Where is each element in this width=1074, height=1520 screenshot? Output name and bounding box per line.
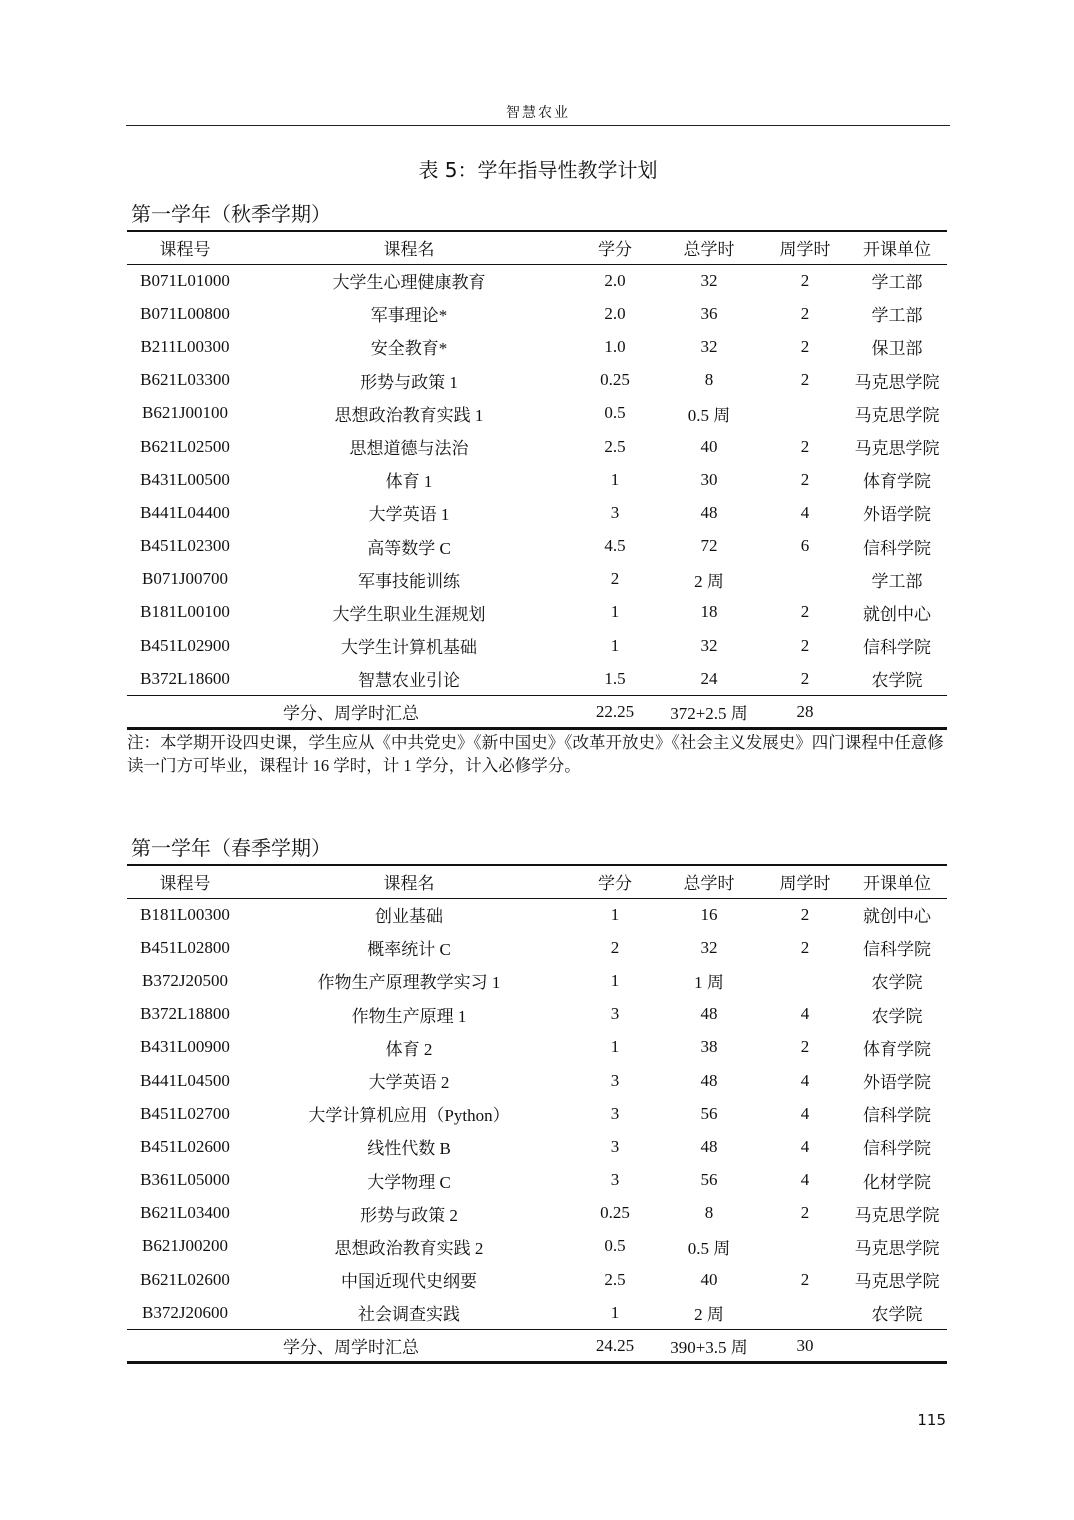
course-name-cell: 大学英语 1 <box>368 505 450 525</box>
total-hours-cell: 72 <box>700 536 718 556</box>
table-header-row <box>127 865 947 898</box>
course-code-cell: B621J00100 <box>142 403 228 423</box>
column-header-credits: 学分 <box>598 240 632 260</box>
course-name-cell: 大学生心理健康教育 <box>332 273 486 293</box>
weekly-hours-cell: 2 <box>800 635 810 655</box>
course-name-cell: 大学计算机应用（Python） <box>308 1106 510 1126</box>
column-header-weekly-hours: 周学时 <box>779 874 831 894</box>
department-cell: 就创中心 <box>863 907 931 927</box>
credits-cell: 1 <box>610 635 620 655</box>
total-hours-cell: 30 <box>700 469 718 489</box>
weekly-hours-cell: 4 <box>800 1170 810 1190</box>
column-header-course-name: 课程名 <box>383 240 435 260</box>
department-cell: 农学院 <box>871 1006 923 1026</box>
page-number: 115 <box>917 1411 946 1429</box>
weekly-hours-cell: 4 <box>800 502 810 522</box>
total-hours-cell: 8 <box>704 1203 714 1223</box>
total-hours-cell: 56 <box>700 1103 718 1123</box>
total-hours-cell: 40 <box>700 436 718 456</box>
department-cell: 学工部 <box>871 273 923 293</box>
total-hours-cell: 56 <box>700 1170 718 1190</box>
department-cell: 体育学院 <box>863 1039 931 1059</box>
credits-cell: 3 <box>610 1004 620 1024</box>
course-name-cell: 思想道德与法治 <box>349 439 469 459</box>
total-hours-cell: 38 <box>700 1037 718 1057</box>
weekly-hours-cell: 2 <box>800 904 810 924</box>
course-name-cell: 形势与政策 2 <box>360 1205 458 1225</box>
total-weekly-hours: 30 <box>796 1335 814 1355</box>
course-code-cell: B621L03400 <box>140 1203 230 1223</box>
weekly-hours-cell: 4 <box>800 1103 810 1123</box>
course-code-cell: B372L18800 <box>140 1004 230 1024</box>
course-code-cell: B181L00100 <box>140 602 230 622</box>
course-code-cell: B372J20500 <box>142 970 228 990</box>
department-cell: 马克思学院 <box>854 1205 940 1225</box>
table-row <box>127 1296 947 1329</box>
department-cell: 马克思学院 <box>854 372 940 392</box>
department-cell: 化材学院 <box>863 1172 931 1192</box>
course-name-cell: 大学英语 2 <box>368 1073 450 1093</box>
spring-total-row <box>127 1329 947 1362</box>
column-header-department: 开课单位 <box>863 874 931 894</box>
credits-cell: 1 <box>610 904 620 924</box>
course-code-cell: B372J20600 <box>142 1302 228 1322</box>
course-code-cell: B451L02700 <box>140 1103 230 1123</box>
table-row <box>127 1197 947 1230</box>
total-hours-cell: 32 <box>700 336 718 356</box>
credits-cell: 1.0 <box>604 336 626 356</box>
table-row <box>127 563 947 596</box>
course-code-cell: B451L02800 <box>140 937 230 957</box>
table-row <box>127 397 947 430</box>
table-row <box>127 898 947 931</box>
weekly-hours-cell: 2 <box>800 469 810 489</box>
course-code-cell: B621L03300 <box>140 370 230 390</box>
department-cell: 农学院 <box>871 671 923 691</box>
total-weekly-hours: 28 <box>796 701 814 721</box>
weekly-hours-cell: 6 <box>800 536 810 556</box>
department-cell: 马克思学院 <box>854 1238 940 1258</box>
total-hours-cell: 32 <box>700 937 718 957</box>
weekly-hours-cell: 4 <box>800 1136 810 1156</box>
weekly-hours-cell: 2 <box>800 1037 810 1057</box>
course-name-cell: 概率统计 C <box>367 940 451 960</box>
total-hours-cell: 2 周 <box>694 571 724 591</box>
course-name-cell: 智慧农业引论 <box>358 671 460 691</box>
table-row <box>127 1164 947 1197</box>
department-cell: 外语学院 <box>863 505 931 525</box>
spring-course-table <box>127 864 947 1364</box>
course-name-cell: 思想政治教育实践 2 <box>334 1238 484 1258</box>
weekly-hours-cell <box>763 1230 847 1263</box>
credits-cell: 3 <box>610 1136 620 1156</box>
table-row <box>127 998 947 1031</box>
table-row <box>127 496 947 529</box>
department-cell: 保卫部 <box>871 339 923 359</box>
credits-cell: 2 <box>610 937 620 957</box>
table-row <box>127 1097 947 1130</box>
weekly-hours-cell: 4 <box>800 1070 810 1090</box>
course-name-cell: 大学物理 C <box>367 1172 451 1192</box>
table-row <box>127 662 947 695</box>
column-header-course-code: 课程号 <box>159 874 211 894</box>
course-code-cell: B621L02600 <box>140 1269 230 1289</box>
course-code-cell: B441L04400 <box>140 502 230 522</box>
course-name-cell: 创业基础 <box>375 907 443 927</box>
weekly-hours-cell: 2 <box>800 370 810 390</box>
credits-cell: 1 <box>610 970 620 990</box>
table-row <box>127 530 947 563</box>
department-cell: 信科学院 <box>863 538 931 558</box>
table-row <box>127 931 947 964</box>
autumn-total-row <box>127 695 947 728</box>
course-name-cell: 作物生产原理 1 <box>351 1006 467 1026</box>
total-hours-cell: 48 <box>700 1136 718 1156</box>
table-row <box>127 1031 947 1064</box>
credits-cell: 3 <box>610 1070 620 1090</box>
total-hours-cell: 32 <box>700 270 718 290</box>
weekly-hours-cell <box>763 1296 847 1329</box>
weekly-hours-cell: 2 <box>800 937 810 957</box>
total-label: 学分、周学时汇总 <box>283 1338 419 1358</box>
department-cell: 信科学院 <box>863 940 931 960</box>
credits-cell: 1 <box>610 1037 620 1057</box>
course-code-cell: B451L02300 <box>140 536 230 556</box>
total-hours: 390+3.5 周 <box>670 1338 748 1358</box>
column-header-weekly-hours: 周学时 <box>779 240 831 260</box>
total-hours-cell: 48 <box>700 1004 718 1024</box>
credits-cell: 1 <box>610 602 620 622</box>
credits-cell: 1 <box>610 1302 620 1322</box>
table-row <box>127 1130 947 1163</box>
column-header-credits: 学分 <box>598 874 632 894</box>
course-code-cell: B211L00300 <box>140 336 230 356</box>
total-credits: 24.25 <box>595 1335 635 1355</box>
course-code-cell: B071J00700 <box>142 569 228 589</box>
credits-cell: 2.5 <box>604 1269 626 1289</box>
department-cell: 马克思学院 <box>854 439 940 459</box>
credits-cell: 0.25 <box>600 370 630 390</box>
weekly-hours-cell <box>763 563 847 596</box>
course-name-cell: 安全教育* <box>370 339 448 359</box>
table-row <box>127 364 947 397</box>
course-name-cell: 体育 2 <box>385 1039 433 1059</box>
total-hours-cell: 2 周 <box>694 1305 724 1325</box>
weekly-hours-cell: 2 <box>800 668 810 688</box>
table-row <box>127 463 947 496</box>
table-row <box>127 330 947 363</box>
total-credits: 22.25 <box>595 701 635 721</box>
total-label: 学分、周学时汇总 <box>283 704 419 724</box>
weekly-hours-cell: 2 <box>800 436 810 456</box>
total-hours-cell: 1 周 <box>694 973 724 993</box>
weekly-hours-cell <box>763 964 847 997</box>
weekly-hours-cell: 2 <box>800 1203 810 1223</box>
total-hours-cell: 18 <box>700 602 718 622</box>
weekly-hours-cell <box>763 397 847 430</box>
autumn-section-title: 第一学年（秋季学期） <box>131 202 331 226</box>
weekly-hours-cell: 2 <box>800 303 810 323</box>
credits-cell: 2.5 <box>604 436 626 456</box>
autumn-note: 注：本学期开设四史课，学生应从《中共党史》《新中国史》《改革开放史》《社会主义发展史》四门课程中任意修读一门方可毕业，课程计 16 学时，计 1 学分，计入必修学分。 <box>127 733 944 775</box>
credits-cell: 3 <box>610 502 620 522</box>
total-hours-cell: 0.5 周 <box>687 1238 731 1258</box>
course-code-cell: B441L04500 <box>140 1070 230 1090</box>
department-cell: 信科学院 <box>863 1106 931 1126</box>
course-code-cell: B071L00800 <box>140 303 230 323</box>
course-name-cell: 体育 1 <box>385 472 433 492</box>
spring-section-title: 第一学年（春季学期） <box>131 836 331 860</box>
credits-cell: 2.0 <box>604 303 626 323</box>
department-cell: 学工部 <box>871 306 923 326</box>
credits-cell: 4.5 <box>604 536 626 556</box>
course-name-cell: 形势与政策 1 <box>360 372 458 392</box>
course-code-cell: B431L00900 <box>140 1037 230 1057</box>
table-header-row <box>127 231 947 264</box>
weekly-hours-cell: 2 <box>800 1269 810 1289</box>
total-empty-cell <box>847 695 947 728</box>
credits-cell: 3 <box>610 1170 620 1190</box>
course-code-cell: B431L00500 <box>140 469 230 489</box>
department-cell: 马克思学院 <box>854 1272 940 1292</box>
autumn-course-table <box>127 230 947 730</box>
course-code-cell: B372L18600 <box>140 668 230 688</box>
department-cell: 就创中心 <box>863 604 931 624</box>
department-cell: 农学院 <box>871 973 923 993</box>
department-cell: 农学院 <box>871 1305 923 1325</box>
total-hours-cell: 48 <box>700 1070 718 1090</box>
total-hours-cell: 24 <box>700 668 718 688</box>
credits-cell: 0.5 <box>604 403 626 423</box>
total-hours-cell: 36 <box>700 303 718 323</box>
weekly-hours-cell: 2 <box>800 336 810 356</box>
course-code-cell: B621J00200 <box>142 1236 228 1256</box>
total-hours-cell: 48 <box>700 502 718 522</box>
course-name-cell: 军事理论* <box>370 306 448 326</box>
column-header-total-hours: 总学时 <box>683 240 735 260</box>
running-head: 智慧农业 <box>506 106 570 121</box>
credits-cell: 0.25 <box>600 1203 630 1223</box>
course-name-cell: 中国近现代史纲要 <box>341 1272 477 1292</box>
table-row <box>127 1064 947 1097</box>
course-name-cell: 大学生计算机基础 <box>341 638 477 658</box>
total-hours-cell: 32 <box>700 635 718 655</box>
credits-cell: 2.0 <box>604 270 626 290</box>
course-code-cell: B621L02500 <box>140 436 230 456</box>
total-hours-cell: 8 <box>704 370 714 390</box>
table-row <box>127 596 947 629</box>
total-hours-cell: 40 <box>700 1269 718 1289</box>
column-header-course-code: 课程号 <box>159 240 211 260</box>
credits-cell: 1.5 <box>604 668 626 688</box>
table-row <box>127 297 947 330</box>
weekly-hours-cell: 2 <box>800 602 810 622</box>
table-row <box>127 629 947 662</box>
department-cell: 体育学院 <box>863 472 931 492</box>
total-hours: 372+2.5 周 <box>670 704 748 724</box>
department-cell: 外语学院 <box>863 1073 931 1093</box>
course-name-cell: 社会调查实践 <box>358 1305 460 1325</box>
department-cell: 信科学院 <box>863 638 931 658</box>
total-hours-cell: 16 <box>700 904 718 924</box>
weekly-hours-cell: 4 <box>800 1004 810 1024</box>
weekly-hours-cell: 2 <box>800 270 810 290</box>
credits-cell: 2 <box>610 569 620 589</box>
table-row <box>127 430 947 463</box>
credits-cell: 3 <box>610 1103 620 1123</box>
credits-cell: 1 <box>610 469 620 489</box>
table-row <box>127 1230 947 1263</box>
total-empty-cell <box>847 1329 947 1362</box>
credits-cell: 0.5 <box>604 1236 626 1256</box>
course-code-cell: B451L02900 <box>140 635 230 655</box>
course-code-cell: B181L00300 <box>140 904 230 924</box>
department-cell: 马克思学院 <box>854 405 940 425</box>
column-header-total-hours: 总学时 <box>683 874 735 894</box>
department-cell: 学工部 <box>871 571 923 591</box>
header-rule <box>126 125 950 126</box>
table-row <box>127 1263 947 1296</box>
table-row <box>127 264 947 297</box>
course-name-cell: 军事技能训练 <box>358 571 460 591</box>
table-title: 表 5：学年指导性教学计划 <box>418 158 658 182</box>
total-hours-cell: 0.5 周 <box>687 405 731 425</box>
column-header-department: 开课单位 <box>863 240 931 260</box>
course-code-cell: B361L05000 <box>140 1170 230 1190</box>
column-header-course-name: 课程名 <box>383 874 435 894</box>
course-name-cell: 大学生职业生涯规划 <box>332 604 486 624</box>
table-row <box>127 964 947 997</box>
course-name-cell: 线性代数 B <box>367 1139 451 1159</box>
department-cell: 信科学院 <box>863 1139 931 1159</box>
course-name-cell: 作物生产原理教学实习 1 <box>317 973 501 993</box>
course-code-cell: B451L02600 <box>140 1136 230 1156</box>
course-name-cell: 高等数学 C <box>367 538 451 558</box>
course-name-cell: 思想政治教育实践 1 <box>334 405 484 425</box>
course-code-cell: B071L01000 <box>140 270 230 290</box>
